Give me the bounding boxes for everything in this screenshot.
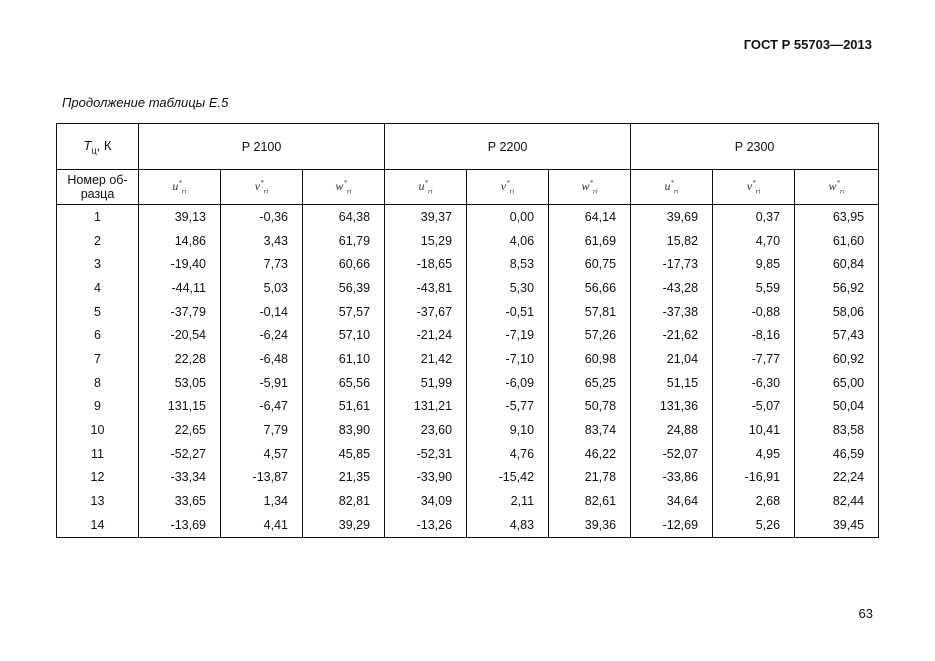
variable-superscript: *: [752, 178, 756, 187]
table-row: [57, 276, 879, 300]
table-cell: 14,86: [139, 229, 221, 253]
variable-name: u: [172, 178, 179, 193]
table-cell: 5,30: [467, 276, 549, 300]
variable-superscript: *: [836, 178, 840, 187]
table-cell: -43,28: [631, 276, 713, 300]
table-cell: -18,65: [385, 252, 467, 276]
sample-number-cell: 6: [57, 323, 139, 347]
table-cell: -5,91: [221, 371, 303, 395]
table-cell: 60,92: [795, 347, 879, 371]
table-cell: 33,65: [139, 489, 221, 513]
table-cell: 51,61: [303, 395, 385, 419]
table-cell: -13,26: [385, 513, 467, 537]
table-cell: -20,54: [139, 323, 221, 347]
variable-subscript: ri: [346, 187, 352, 196]
table-cell: 64,38: [303, 205, 385, 229]
table-cell: 53,05: [139, 371, 221, 395]
table-cell: 82,81: [303, 489, 385, 513]
variable-symbol: [828, 178, 845, 196]
table-cell: 57,57: [303, 300, 385, 324]
table-row: [57, 205, 879, 229]
table-cell: -44,11: [139, 276, 221, 300]
variable-symbol: [500, 178, 515, 196]
sample-number-cell: 9: [57, 395, 139, 419]
table-cell: -52,31: [385, 442, 467, 466]
table-cell: -6,09: [467, 371, 549, 395]
sample-number-header-line2: разца: [80, 187, 115, 201]
table-cell: 64,14: [549, 205, 631, 229]
table-cell: -7,10: [467, 347, 549, 371]
table-cell: 39,29: [303, 513, 385, 537]
table-cell: 60,75: [549, 252, 631, 276]
variable-header: [549, 170, 631, 205]
variable-superscript: *: [424, 178, 428, 187]
sample-number-cell: 8: [57, 371, 139, 395]
tc-label-symbol: T: [83, 137, 92, 153]
table-cell: 21,04: [631, 347, 713, 371]
table-row: [57, 300, 879, 324]
table-cell: 34,09: [385, 489, 467, 513]
variable-header: [221, 170, 303, 205]
sample-number-cell: 2: [57, 229, 139, 253]
document-standard-header: ГОСТ Р 55703—2013: [743, 37, 872, 52]
variable-subscript: ri: [427, 187, 433, 196]
tc-label-subscript: ц: [91, 145, 97, 156]
sample-number-header: [57, 170, 139, 205]
table-cell: 22,65: [139, 418, 221, 442]
table-cell: 50,04: [795, 395, 879, 419]
table-cell: -17,73: [631, 252, 713, 276]
table-cell: 82,61: [549, 489, 631, 513]
table-cell: 57,43: [795, 323, 879, 347]
variable-name: v: [254, 178, 261, 193]
sample-number-cell: 10: [57, 418, 139, 442]
table-cell: 39,13: [139, 205, 221, 229]
table-cell: 4,41: [221, 513, 303, 537]
variable-name: w: [335, 178, 344, 193]
table-caption: Продолжение таблицы Е.5: [62, 95, 229, 110]
table-row: [57, 489, 879, 513]
table-cell: -15,42: [467, 466, 549, 490]
table-body: [57, 205, 879, 538]
sample-number-cell: 7: [57, 347, 139, 371]
variable-superscript: *: [343, 178, 347, 187]
table-cell: 4,70: [713, 229, 795, 253]
table-cell: 15,29: [385, 229, 467, 253]
variable-symbol: [581, 178, 598, 196]
table-cell: 61,69: [549, 229, 631, 253]
table-cell: -13,69: [139, 513, 221, 537]
table-cell: -6,48: [221, 347, 303, 371]
sample-number-header-line1: Номер об-: [67, 173, 128, 187]
table-cell: 4,76: [467, 442, 549, 466]
variable-subscript: ri: [509, 187, 515, 196]
variable-symbol: [254, 178, 269, 196]
table-cell: 61,79: [303, 229, 385, 253]
table-cell: 57,81: [549, 300, 631, 324]
table-cell: 83,74: [549, 418, 631, 442]
table-row: [57, 395, 879, 419]
table-cell: 4,57: [221, 442, 303, 466]
table-cell: 0,00: [467, 205, 549, 229]
variable-header: [385, 170, 467, 205]
table-row: [57, 418, 879, 442]
table-cell: 58,06: [795, 300, 879, 324]
variable-superscript: *: [178, 178, 182, 187]
group-header-3: Р 2300: [631, 124, 879, 170]
table-cell: 39,36: [549, 513, 631, 537]
table-cell: 5,59: [713, 276, 795, 300]
variable-header: [139, 170, 221, 205]
table-cell: -52,07: [631, 442, 713, 466]
sample-number-cell: 13: [57, 489, 139, 513]
variable-header: [303, 170, 385, 205]
table-row: [57, 513, 879, 537]
table-cell: 39,45: [795, 513, 879, 537]
table-cell: 7,73: [221, 252, 303, 276]
table-cell: 23,60: [385, 418, 467, 442]
table-cell: -43,81: [385, 276, 467, 300]
table-cell: 22,28: [139, 347, 221, 371]
table-cell: 5,03: [221, 276, 303, 300]
table-cell: 61,10: [303, 347, 385, 371]
table-cell: 82,44: [795, 489, 879, 513]
table-cell: 34,64: [631, 489, 713, 513]
variable-subscript: ri: [673, 187, 679, 196]
table-cell: 60,84: [795, 252, 879, 276]
table-cell: -19,40: [139, 252, 221, 276]
table-cell: 57,10: [303, 323, 385, 347]
table-cell: 9,10: [467, 418, 549, 442]
table-cell: 83,58: [795, 418, 879, 442]
table-cell: -12,69: [631, 513, 713, 537]
sample-number-cell: 4: [57, 276, 139, 300]
variable-symbol: [172, 178, 187, 196]
table-cell: 61,60: [795, 229, 879, 253]
table-cell: 21,78: [549, 466, 631, 490]
table-cell: -0,14: [221, 300, 303, 324]
table-row: [57, 442, 879, 466]
table-cell: 21,42: [385, 347, 467, 371]
table-row: [57, 466, 879, 490]
table-cell: 1,34: [221, 489, 303, 513]
table-cell: 56,66: [549, 276, 631, 300]
table-row: [57, 347, 879, 371]
table-cell: 2,68: [713, 489, 795, 513]
variable-superscript: *: [589, 178, 593, 187]
table-cell: 39,37: [385, 205, 467, 229]
variable-subscript: ri: [263, 187, 269, 196]
group-header-2: Р 2200: [385, 124, 631, 170]
table-cell: -52,27: [139, 442, 221, 466]
table-cell: -6,24: [221, 323, 303, 347]
table-cell: 46,59: [795, 442, 879, 466]
variable-subscript: ri: [755, 187, 761, 196]
data-table: [56, 123, 879, 538]
table-cell: 60,98: [549, 347, 631, 371]
table-cell: -33,90: [385, 466, 467, 490]
tc-label: [83, 137, 112, 156]
table-cell: 131,15: [139, 395, 221, 419]
table-cell: -37,79: [139, 300, 221, 324]
table-row: [57, 252, 879, 276]
table-row: [57, 323, 879, 347]
sample-number-cell: 11: [57, 442, 139, 466]
table-cell: 45,85: [303, 442, 385, 466]
table-cell: 4,06: [467, 229, 549, 253]
variable-header: [795, 170, 879, 205]
table-cell: -21,62: [631, 323, 713, 347]
variable-symbol: [418, 178, 433, 196]
table-cell: 60,66: [303, 252, 385, 276]
sample-number-cell: 3: [57, 252, 139, 276]
variable-symbol: [335, 178, 352, 196]
tc-header-cell: [57, 124, 139, 170]
table-cell: 65,56: [303, 371, 385, 395]
table-cell: -37,67: [385, 300, 467, 324]
table-cell: 9,85: [713, 252, 795, 276]
table-cell: 4,95: [713, 442, 795, 466]
table-cell: 15,82: [631, 229, 713, 253]
table-cell: -7,77: [713, 347, 795, 371]
table-cell: -5,77: [467, 395, 549, 419]
table-cell: -8,16: [713, 323, 795, 347]
table-cell: 131,36: [631, 395, 713, 419]
variable-name: w: [828, 178, 837, 193]
variable-subscript: ri: [592, 187, 598, 196]
variable-header: [713, 170, 795, 205]
table-cell: 83,90: [303, 418, 385, 442]
table-cell: 39,69: [631, 205, 713, 229]
table-cell: -13,87: [221, 466, 303, 490]
variable-name: u: [418, 178, 425, 193]
table-cell: 10,41: [713, 418, 795, 442]
table-cell: 2,11: [467, 489, 549, 513]
variable-symbol: [664, 178, 679, 196]
variable-subscript: ri: [840, 187, 845, 196]
table-cell: -37,38: [631, 300, 713, 324]
table-cell: -6,47: [221, 395, 303, 419]
table-cell: 57,26: [549, 323, 631, 347]
table-cell: -0,88: [713, 300, 795, 324]
table-cell: -0,36: [221, 205, 303, 229]
variable-name: v: [746, 178, 753, 193]
variable-superscript: *: [506, 178, 510, 187]
table-cell: 24,88: [631, 418, 713, 442]
table-cell: -5,07: [713, 395, 795, 419]
page-number: 63: [858, 606, 873, 621]
variable-header: [467, 170, 549, 205]
variable-superscript: *: [670, 178, 674, 187]
variable-name: w: [581, 178, 590, 193]
variable-name: v: [500, 178, 507, 193]
variable-symbol: [746, 178, 761, 196]
table-cell: -21,24: [385, 323, 467, 347]
table-cell: 65,25: [549, 371, 631, 395]
table-cell: 8,53: [467, 252, 549, 276]
table-cell: 63,95: [795, 205, 879, 229]
sample-number-cell: 14: [57, 513, 139, 537]
table-cell: 3,43: [221, 229, 303, 253]
table-row: [57, 229, 879, 253]
table-cell: 0,37: [713, 205, 795, 229]
sample-number-cell: 12: [57, 466, 139, 490]
table-cell: 7,79: [221, 418, 303, 442]
table-cell: 51,15: [631, 371, 713, 395]
variable-superscript: *: [260, 178, 264, 187]
table-cell: 131,21: [385, 395, 467, 419]
variable-header: [631, 170, 713, 205]
table-cell: 51,99: [385, 371, 467, 395]
table-cell: -0,51: [467, 300, 549, 324]
table-cell: 56,92: [795, 276, 879, 300]
table-cell: -33,34: [139, 466, 221, 490]
table-cell: 50,78: [549, 395, 631, 419]
table-cell: 21,35: [303, 466, 385, 490]
table-cell: -33,86: [631, 466, 713, 490]
table-cell: 56,39: [303, 276, 385, 300]
variable-subscript: ri: [181, 187, 187, 196]
table-cell: 65,00: [795, 371, 879, 395]
table-cell: -6,30: [713, 371, 795, 395]
tc-label-unit: , К: [96, 137, 112, 153]
table-cell: 22,24: [795, 466, 879, 490]
table-cell: -16,91: [713, 466, 795, 490]
sample-number-cell: 5: [57, 300, 139, 324]
sample-number-cell: 1: [57, 205, 139, 229]
variable-name: u: [664, 178, 671, 193]
table-cell: 46,22: [549, 442, 631, 466]
table-cell: 4,83: [467, 513, 549, 537]
table-cell: -7,19: [467, 323, 549, 347]
table-cell: 5,26: [713, 513, 795, 537]
group-header-1: Р 2100: [139, 124, 385, 170]
table-row: [57, 371, 879, 395]
